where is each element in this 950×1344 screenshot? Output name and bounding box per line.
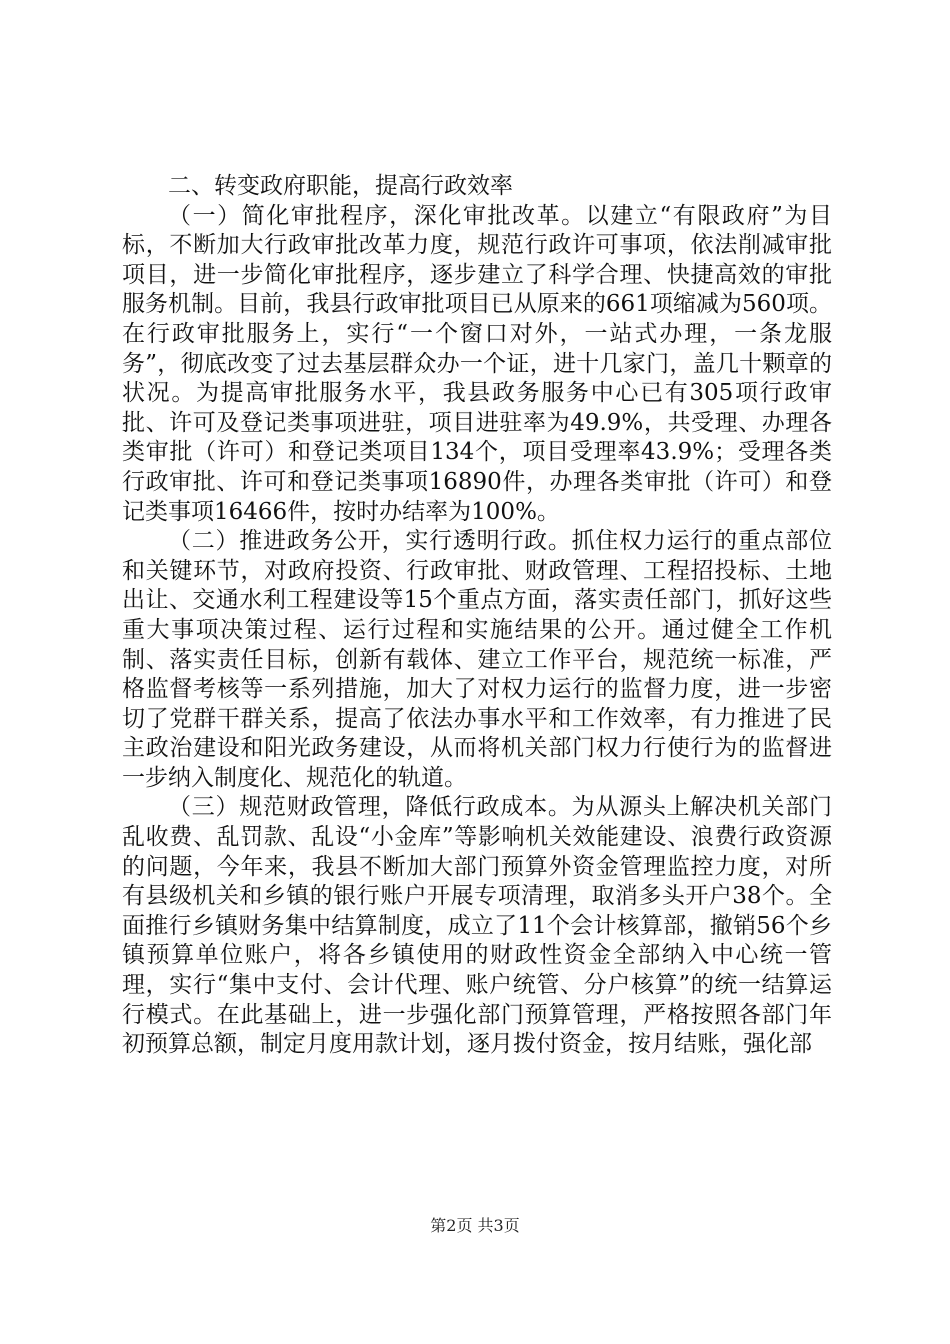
page-number-footer: 第2页 共3页 [430, 1216, 520, 1235]
document-body [122, 172, 832, 1060]
paragraph-government-transparency: （二）推进政务公开，实行透明行政。抓住权力运行的重点部位和关键环节，对政府投资、行政审批、财政管理、工程招投标、土地出让、交通水利工程建设等15个重点方面，落实责任部门，抓好这些重大事项决策过程、运行过程和实施结果的公开。通过健全工作机制、落实责任目标，创新有载体、建立工作平台，规范统一标准，严格监督考核等一系列措施，加大了对权力运行的监督力度，进一步密切了党群干群关系，提高了依法办事水平和工作效率，有力推进了民主政治建设和阳光政务建设，从而将机关部门权力行使行为的监督进一步纳入制度化、规范化的轨道。 [122, 528, 832, 791]
paragraph-approval-reform: （一）简化审批程序，深化审批改革。以建立“有限政府”为目标，不断加大行政审批改革力度，规范行政许可事项，依法削减审批项目，进一步简化审批程序，逐步建立了科学合理、快捷高效的审批服务机制。目前，我县行政审批项目已从原来的661项缩减为560项。在行政审批服务上，实行“一个窗口对外，一站式办理，一条龙服务”，彻底改变了过去基层群众办一个证，进十几家门，盖几十颗章的状况。为提高审批服务水平，我县政务服务中心已有305项行政审批、许可及登记类事项进驻，项目进驻率为49.9%，共受理、办理各类审批（许可）和登记类项目134个，项目受理率43.9%；受理各类行政审批、许可和登记类事项16890件，办理各类审批（许可）和登记类事项16466件，按时办结率为100%。 [122, 202, 832, 525]
paragraph-finance-management: （三）规范财政管理，降低行政成本。为从源头上解决机关部门乱收费、乱罚款、乱设“小金库”等影响机关效能建设、浪费行政资源的问题，今年来，我县不断加大部门预算外资金管理监控力度，对所有县级机关和乡镇的银行账户开展专项清理，取消多头开户38个。全面推行乡镇财务集中结算制度，成立了11个会计核算部，撤销56个乡镇预算单位账户，将各乡镇使用的财政性资金全部纳入中心统一管理，实行“集中支付、会计代理、账户统管、分户核算”的统一结算运行模式。在此基础上，进一步强化部门预算管理，严格按照各部门年初预算总额，制定月度用款计划，逐月拨付资金，按月结账，强化部 [122, 794, 832, 1058]
section-heading: 二、转变政府职能，提高行政效率 [168, 173, 513, 199]
